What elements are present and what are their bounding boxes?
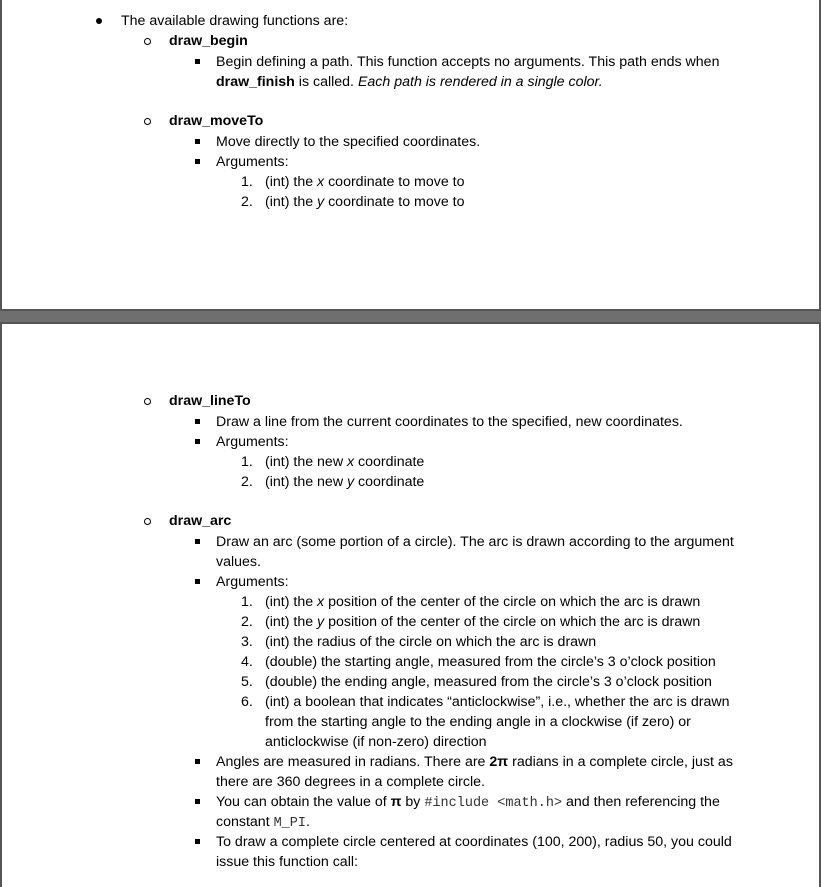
document-page-2 xyxy=(0,322,821,887)
text-run: (int) the new xyxy=(265,454,348,470)
text-run: (int) the new xyxy=(265,474,348,490)
bullet-square xyxy=(195,439,200,444)
bullet-square xyxy=(195,419,200,424)
text-run: coordinate to move to xyxy=(324,194,465,210)
draw-arc-note2-line2 xyxy=(216,812,310,832)
bullet-circle xyxy=(144,398,151,405)
draw-arc-args-label: Arguments: xyxy=(216,574,289,590)
list-number: 1. xyxy=(241,174,253,190)
draw-arc-arg6-line2: from the starting angle to the ending angle in a clockwise (if zero) or xyxy=(265,714,691,730)
text-run: coordinate to move to xyxy=(324,174,465,190)
text-run: constant xyxy=(216,814,274,830)
draw-lineto-arg2 xyxy=(265,472,424,492)
draw-arc-note1-line1 xyxy=(216,752,733,772)
list-number: 3. xyxy=(241,634,253,650)
bullet-square xyxy=(195,159,200,164)
two-pi-symbol: 2π xyxy=(489,754,509,770)
draw-arc-arg6-line3: anticlockwise (if non-zero) direction xyxy=(265,734,487,750)
bullet-circle xyxy=(144,518,151,525)
bullet-square xyxy=(195,839,200,844)
function-heading-draw-lineto: draw_lineTo xyxy=(169,393,251,409)
pi-symbol: π xyxy=(390,794,402,810)
draw-arc-note3-line1: To draw a complete circle centered at coordinates (100, 200), radius 50, you could xyxy=(216,834,732,850)
code-m-pi: M_PI xyxy=(273,816,306,831)
text-run: position of the center of the circle on which the arc is drawn xyxy=(324,594,701,610)
draw-arc-arg3: (int) the radius of the circle on which the arc is drawn xyxy=(265,634,597,650)
variable-x: x xyxy=(317,594,325,610)
bullet-circle xyxy=(144,38,151,45)
text-run: (int) the xyxy=(265,594,318,610)
draw-moveto-arg2 xyxy=(265,192,465,212)
draw-arc-arg5: (double) the ending angle, measured from the circle’s 3 o’clock position xyxy=(265,674,712,690)
text-run: coordinate xyxy=(354,474,425,490)
variable-y: y xyxy=(317,194,325,210)
function-heading-draw-arc: draw_arc xyxy=(169,513,232,529)
list-number: 1. xyxy=(241,594,253,610)
draw-moveto-desc: Move directly to the specified coordinates. xyxy=(216,134,481,150)
draw-arc-note2-line1 xyxy=(216,792,720,812)
page-gap xyxy=(0,311,821,322)
function-heading-draw-moveto: draw_moveTo xyxy=(169,113,264,129)
list-number: 6. xyxy=(241,694,253,710)
text-run: You can obtain the value of xyxy=(216,794,391,810)
bullet-circle xyxy=(144,118,151,125)
list-number: 2. xyxy=(241,474,253,490)
draw-moveto-args-label: Arguments: xyxy=(216,154,289,170)
bullet-square xyxy=(195,539,200,544)
text-run: coordinate xyxy=(354,454,425,470)
text-run: by xyxy=(401,794,425,810)
variable-x: x xyxy=(347,454,355,470)
draw-finish-keyword: draw_finish xyxy=(216,74,295,90)
text-run: (int) the xyxy=(265,194,318,210)
bullet-square xyxy=(195,579,200,584)
list-number: 2. xyxy=(241,194,253,210)
list-number: 2. xyxy=(241,614,253,630)
list-number: 4. xyxy=(241,654,253,670)
bullet-dot xyxy=(96,18,102,24)
list-number: 5. xyxy=(241,674,253,690)
draw-begin-desc-line2 xyxy=(216,72,603,92)
variable-y: y xyxy=(317,614,325,630)
list-number: 1. xyxy=(241,454,253,470)
document-page-1 xyxy=(0,0,821,311)
draw-arc-desc-line2: values. xyxy=(216,554,261,570)
intro-text: The available drawing functions are: xyxy=(121,13,349,29)
draw-arc-note1-line2: there are 360 degrees in a complete circle. xyxy=(216,774,485,790)
draw-lineto-args-label: Arguments: xyxy=(216,434,289,450)
bullet-square xyxy=(195,59,200,64)
draw-arc-arg1 xyxy=(265,592,700,612)
text-run: is called. xyxy=(294,74,358,90)
bullet-square xyxy=(195,139,200,144)
text-run: (int) the xyxy=(265,174,318,190)
variable-y: y xyxy=(347,474,355,490)
text-run: (int) the xyxy=(265,614,318,630)
variable-x: x xyxy=(317,174,325,190)
bullet-square xyxy=(195,759,200,764)
draw-arc-arg2 xyxy=(265,612,700,632)
draw-arc-arg6-line1: (int) a boolean that indicates “anticlockwise”, i.e., whether the arc is drawn xyxy=(265,694,730,710)
draw-arc-note3-line2: issue this function call: xyxy=(216,854,358,870)
text-run: . xyxy=(305,814,310,830)
bullet-square xyxy=(195,799,200,804)
text-run: and then referencing the xyxy=(562,794,720,810)
text-run: position of the center of the circle on which the arc is drawn xyxy=(324,614,701,630)
text-run: Angles are measured in radians. There are xyxy=(216,754,490,770)
draw-lineto-desc: Draw a line from the current coordinates to the specified, new coordinates. xyxy=(216,414,683,430)
draw-begin-desc-line1: Begin defining a path. This function accepts no arguments. This path ends when xyxy=(216,54,720,70)
text-run: radians in a complete circle, just as xyxy=(508,754,733,770)
code-include-math: #include <math.h> xyxy=(424,796,563,811)
function-heading-draw-begin: draw_begin xyxy=(169,33,248,49)
draw-moveto-arg1 xyxy=(265,172,465,192)
single-color-note: Each path is rendered in a single color. xyxy=(357,74,603,90)
draw-arc-arg4: (double) the starting angle, measured from the circle’s 3 o’clock position xyxy=(265,654,716,670)
draw-arc-desc-line1: Draw an arc (some portion of a circle). The arc is drawn according to the argument xyxy=(216,534,734,550)
draw-lineto-arg1 xyxy=(265,452,424,472)
